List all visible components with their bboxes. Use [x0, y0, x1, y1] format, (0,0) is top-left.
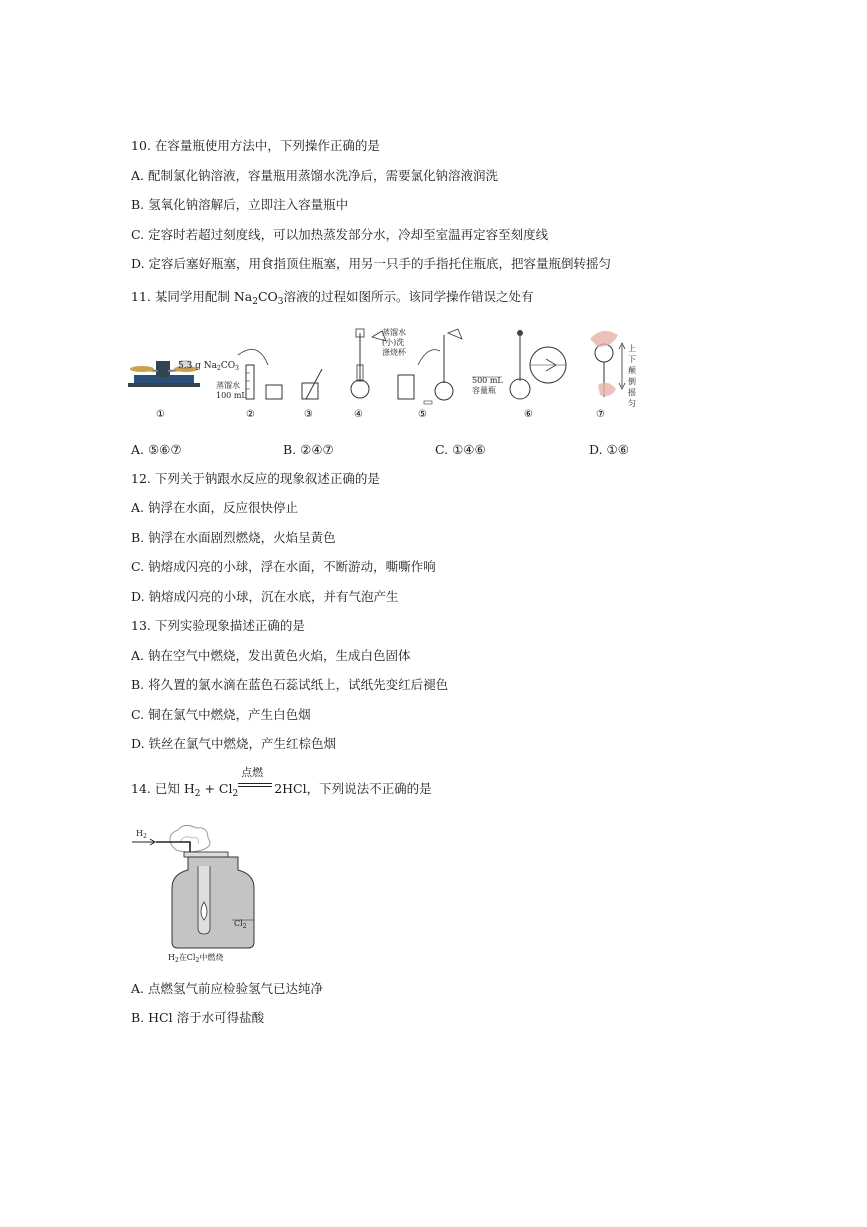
- q10-option-b: B. 氢氧化钠溶解后，立即注入容量瓶中: [131, 197, 349, 212]
- q13-option-b: B. 将久置的氯水滴在蓝色石蕊试纸上，试纸先变红后褪色: [131, 677, 449, 692]
- step-3-label: ③: [304, 409, 313, 420]
- figure-caption: $H_2$在$Cl_2$中燃烧: [168, 953, 224, 964]
- q11-option-d: D. ①⑥: [589, 442, 629, 457]
- wash-label-3: 涤烧杯: [382, 348, 406, 357]
- q14-option-b: B. HCl 溶于水可得盐酸: [131, 1010, 265, 1025]
- wash-label-1: 蒸馏水: [382, 328, 406, 337]
- q11-option-b: B. ②④⑦: [283, 442, 334, 457]
- q10-option-d: D. 定容后塞好瓶塞，用食指顶住瓶塞，用另一只手的手指托住瓶底，把容量瓶倒转摇匀: [131, 256, 612, 271]
- q10-option-a: A. 配制氯化钠溶液，容量瓶用蒸馏水洗净后，需要氯化钠溶液润洗: [131, 168, 498, 183]
- q11-option-c: C. ①④⑥: [435, 442, 486, 457]
- step-2-label: ②: [246, 409, 255, 420]
- q11-option-a: A. ⑤⑥⑦: [131, 442, 182, 457]
- side-label-1: 上: [628, 344, 636, 353]
- q10-stem: 10. 在容量瓶使用方法中，下列操作正确的是: [131, 138, 380, 153]
- q11-options: [131, 442, 651, 458]
- q14-apparatus-figure: [128, 820, 268, 965]
- q13-option-a: A. 钠在空气中燃烧，发出黄色火焰，生成白色固体: [131, 648, 411, 663]
- beaker-stirring-icon: [302, 369, 322, 399]
- side-label-2: 下: [628, 355, 636, 364]
- water-label-1: 蒸馏水: [216, 381, 240, 390]
- side-label-3: 颠: [628, 366, 636, 375]
- q11-stem: 11. 某同学用配制 $Na_2CO_3$溶液的过程如图所示。该同学操作错误之处有: [131, 289, 534, 307]
- side-label-6: 匀: [628, 399, 636, 408]
- q12-option-c: C. 钠熔成闪亮的小球，浮在水面，不断游动，嘶嘶作响: [131, 559, 436, 574]
- reaction-condition: 点燃: [241, 766, 264, 779]
- q11-procedure-figure: [128, 325, 643, 425]
- q10-option-c: C. 定容时若超过刻度线，可以加热蒸发部分水，冷却至室温再定容至刻度线: [131, 227, 549, 242]
- q12-option-b: B. 钠浮在水面剧烈燃烧，火焰呈黄色: [131, 530, 336, 545]
- q13-stem: 13. 下列实验现象描述正确的是: [131, 618, 305, 633]
- q12-option-d: D. 钠熔成闪亮的小球，沉在水底，并有气泡产生: [131, 589, 399, 604]
- step-4-label: ④: [354, 409, 363, 420]
- side-label-4: 倒: [628, 377, 636, 386]
- h2-label: $H_2$: [136, 829, 147, 840]
- q12-option-a: A. 钠浮在水面，反应很快停止: [131, 500, 298, 515]
- q14-option-a: A. 点燃氢气前应检验氢气已达纯净: [131, 981, 323, 996]
- step-7-label: ⑦: [596, 409, 605, 420]
- flask-label-1: 500 mL: [472, 376, 503, 385]
- q13-option-d: D. 铁丝在氯气中燃烧，产生红棕色烟: [131, 736, 337, 751]
- mass-label: 5.3 g $Na_2CO_3$: [178, 361, 239, 372]
- q12-stem: 12. 下列关于钠跟水反应的现象叙述正确的是: [131, 471, 380, 486]
- q14-stem: 14. 已知 $H_2 + Cl_2$ 点燃 2HCl，下列说法不正确的是: [131, 766, 432, 799]
- step-1-label: ①: [156, 409, 165, 420]
- flask-label-2: 容量瓶: [472, 386, 496, 395]
- cl2-label: $Cl_2$: [234, 919, 247, 930]
- transfer-flask-icon: [351, 329, 369, 398]
- step-5-label: ⑤: [418, 409, 427, 420]
- step-6-label: ⑥: [524, 409, 533, 420]
- q13-option-c: C. 铜在氯气中燃烧，产生白色烟: [131, 707, 311, 722]
- gas-bottle-icon: [172, 857, 254, 948]
- reaction-arrow: [238, 766, 274, 795]
- volumetric-flask-icon: [510, 330, 566, 399]
- wash-label-2: (小)洗: [382, 338, 405, 347]
- water-label-2: 100 mL: [216, 391, 247, 400]
- side-label-5: 摇: [628, 388, 636, 397]
- inverting-flask-icon: [590, 331, 618, 397]
